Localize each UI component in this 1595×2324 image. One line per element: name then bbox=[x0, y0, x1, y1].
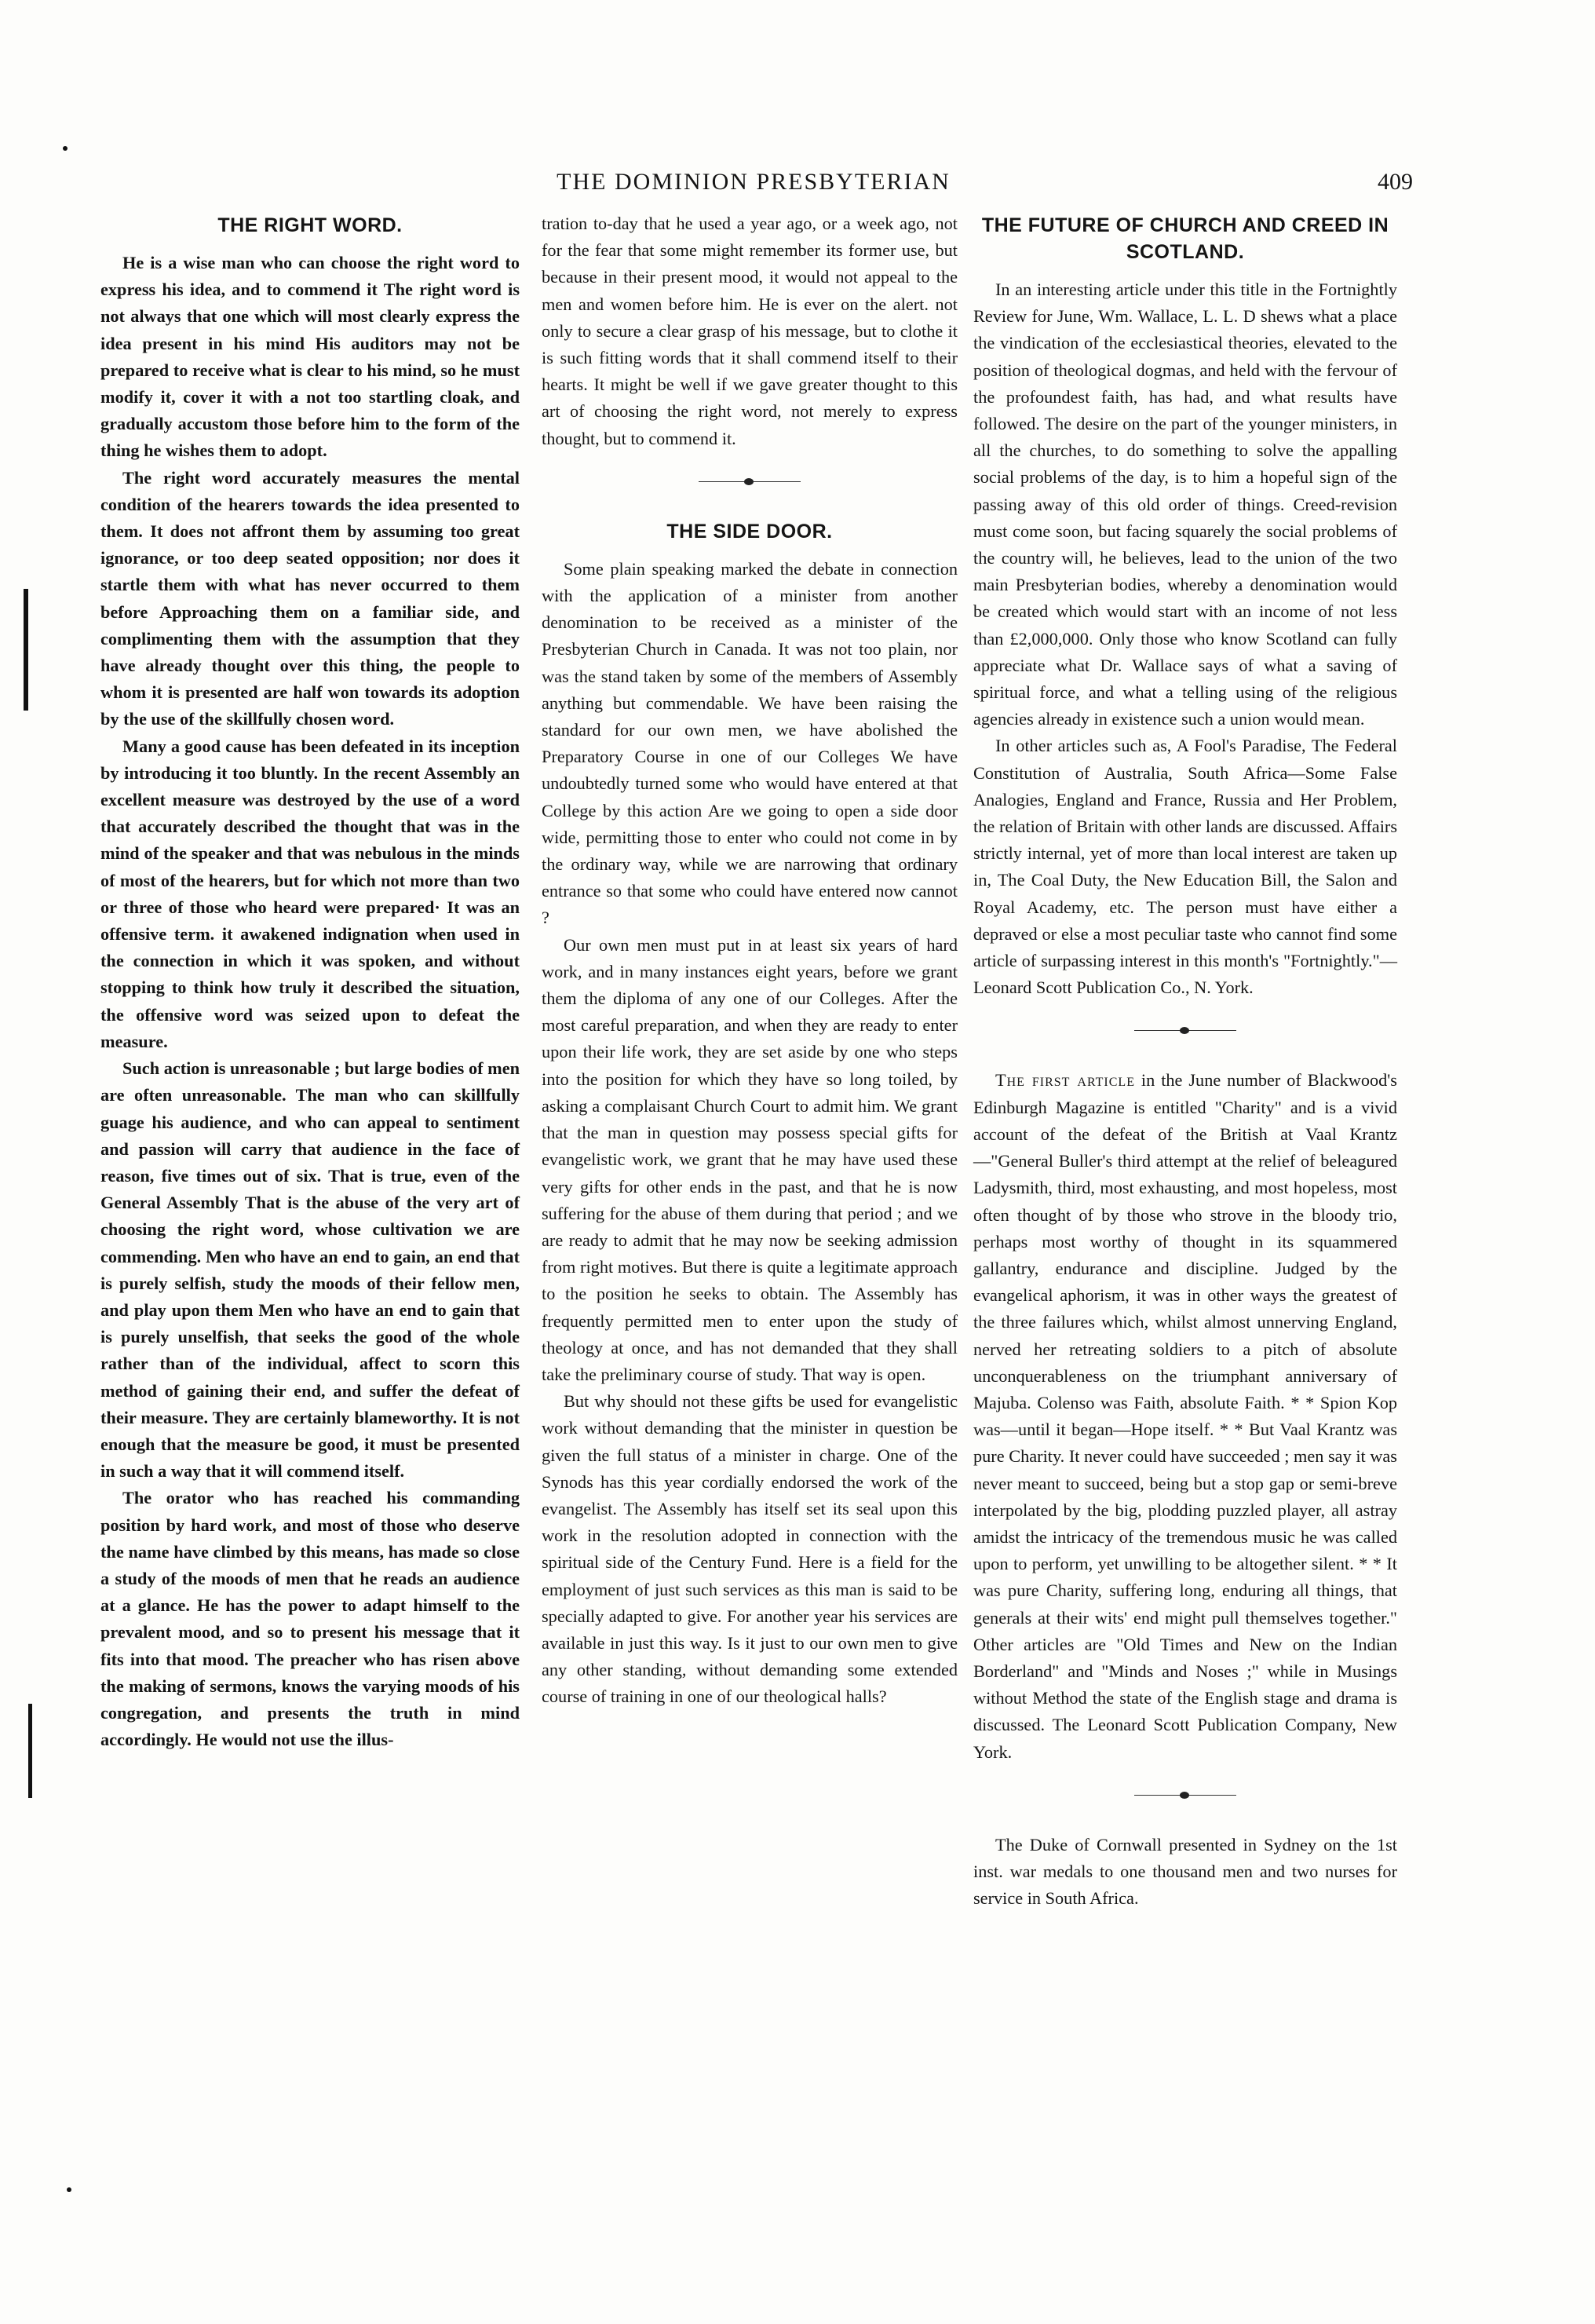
margin-mark bbox=[24, 589, 28, 711]
paragraph: In an interesting article under this title in the Fortnightly Review for June, Wm. Wallace, L. L. D shews what a place the vindication of the ecclesiastical theories, elevated to the position of theological dogmas, and held with the fervour of the profoundest faith, has had, and what results have followed. The desire on the part of the younger ministers, in all the churches, to do something to solve the appalling social problems of the day, is to him a hopeful sign of the passing away of this old order of things. Creed-revision must come soon, but facing squarely the social problems of the country will, he believes, lead to the union of the two main Presbyterian bodies, whereby a denomination would be created which would start with an income of not less than £2,000,000. Only those who know Scotland can fully appreciate what Dr. Wallace says of what a saving of spiritual force, and what a telling using of the religious agencies already in existence such a union would mean. bbox=[973, 280, 1397, 729]
article-title-future-church: THE FUTURE OF CHURCH AND CREED IN SCOTLAND. bbox=[981, 214, 1389, 263]
paragraph: In other articles such as, A Fool's Paradise, The Federal Constitution of Australia, South Africa—Some False Analogies, England and France, Russia and Her Problem, the relation of Britain with other lands are discussed. Affairs strictly internal, yet of more than local interest are taken up in, The Coal Duty, the New Education Bill, the Salon and Royal Academy, etc. The person must have either a depraved or else a most peculiar taste who cannot find some article of surpassing interest in this month's "Fortnightly."—Leonard Scott Publication Co., N. York. bbox=[973, 736, 1397, 998]
paragraph: He is a wise man who can choose the right word to express his idea, and to commend it The right word is not always that one which will most clearly express the idea present in his mind His auditors may not be prepared to receive what is clear to his mind, so he must modify it, cover it with a not too startling cloak, and gradually accustom those before him to the form of the thing he wishes them to adopt. bbox=[100, 253, 520, 461]
paragraph: Our own men must put in at least six years of hard work, and in many instances eight years, before we grant them the diploma of any one of our Colleges. After the most careful preparation, and when they are ready to enter upon their life work, they are set aside by one who steps into the position for which they have so long toiled, by asking a complaisant Church Court to admit him. We grant that the man in question may possess special gifts for evangelistic work, we grant that he may have used these very gifts for other ends in the past, and that he is now suffering for the abuse of them during that period ; and we are ready to admit that he may now be seeking admission from right motives. But there is quite a legitimate approach to the position he seeks to obtain. The Assembly has frequently permitted men to enter upon the study of theology at once, and has not demanded that they shall take the preliminary course of study. That way is open. bbox=[542, 934, 958, 1384]
page-header bbox=[0, 169, 1595, 200]
margin-mark bbox=[63, 146, 68, 151]
section-divider bbox=[1134, 1025, 1236, 1037]
paragraph-blackwood bbox=[973, 1067, 1397, 1765]
margin-mark bbox=[28, 1704, 32, 1798]
margin-mark bbox=[67, 2187, 71, 2192]
column-1 bbox=[100, 210, 520, 1753]
lead-in: The first article bbox=[995, 1070, 1135, 1091]
paragraph: The right word accurately measures the mental condition of the hearers towards the idea presented to them. It does not affront them by assuming too great ignorance, or too deep seated opposition; nor does it startle them with what has never occurred to them before Approaching them on a familiar side, and complimenting them with the assumption that they have already thought over this thing, the people to whom it is presented are half won towards its adoption by the use of the skillfully chosen word. bbox=[100, 467, 520, 729]
section-divider bbox=[699, 476, 801, 488]
column-2 bbox=[542, 210, 958, 1711]
running-title: THE DOMINION PRESBYTERIAN bbox=[557, 169, 951, 195]
article-title-right-word: THE RIGHT WORD. bbox=[217, 214, 403, 236]
paragraph-text: in the June number of Blackwood's Edinburgh Magazine is entitled "Charity" and is a vivid account of the defeat of the British at Vaal Krantz—"General Buller's third attempt at the relief of beleagured Ladysmith, third, most exhausting, and most hopeless, most often thought of by those who strove in the bloody trio, perhaps most worthy of thought in its squammered gallantry, endurance and discipline. Judged by the evangelical aphorism, it was in other ways the greatest of the three failures which, whilst almost unnerving England, nerved her retreating soldiers to a pitch of absolute unconquerableness on the triumphant anniversary of Majuba. Colenso was Faith, absolute Faith. * * Spion Kop was—until it began—Hope itself. * * But Vaal Krantz was pure Charity. It never could have succeeded ; men say it was never meant to succeed, being but a stop gap or semi-breve interpolated by the big, plodding puzzled player, all astray amidst the intricacy of the tremendous music he was called upon to perform, yet unwilling to be altogether silent. * * It was pure Charity, suffering long, enduring all things, that generals at their wits' end might pull themselves together." Other articles are "Old Times and New on the Indian Borderland" and "Minds and Noses ;" while in Musings without Method the state of the English stage and drama is discussed. The Leonard Scott Publication Company, New York. bbox=[973, 1070, 1397, 1762]
column-3 bbox=[973, 210, 1397, 1912]
paragraph: The orator who has reached his commanding position by hard work, and most of those who deserve the name have climbed by this means, has made so close a study of the moods of men that he reads an audience at a glance. He has the power to adapt himself to the prevalent mood, and so to present his message that it fits into that mood. The preacher who has risen above the making of sermons, knows the varying moods of his congregation, and presents the truth in mind accordingly. He would not use the illus- bbox=[100, 1488, 520, 1750]
section-divider bbox=[1134, 1789, 1236, 1802]
paragraph: But why should not these gifts be used for evangelistic work without demanding that the minister in question be given the full status of a minister in charge. One of the Synods has this year cordially endorsed the work of the evangelist. The Assembly has itself set its seal upon this work in the resolution adopted in connection with the spiritual side of the Century Fund. Here is a field for the employment of just such services as this man is said to be specially adapted to give. For another year his services are available in just this way. Is it just to our own men to give any other standing, without demanding some extended course of training in one of our theological halls? bbox=[542, 1391, 958, 1707]
paragraph: Many a good cause has been defeated in its inception by introducing it too bluntly. In the recent Assembly an excellent measure was destroyed by the use of a word that accurately described the thought that was in the mind of the speaker and that was nebulous in the minds of most of the hearers, but for which not more than two or three of those who heard were prepared· It was an offensive term. it awakened indignation when used in the connection in which it was spoken, and without stopping to think how truly it described the situation, the offensive word was seized upon to defeat the measure. bbox=[100, 736, 520, 1051]
article-title-side-door: THE SIDE DOOR. bbox=[666, 520, 833, 543]
paragraph-cornwall: The Duke of Cornwall presented in Sydney on the 1st inst. war medals to one thousand men and two nurses for service in South Africa. bbox=[973, 1834, 1397, 1909]
paragraph: Such action is unreasonable ; but large bodies of men are often unreasonable. The man who can skillfully guage his audience, and who can appeal to sentiment and passion will carry that audience in the face of reason, five times out of six. That is true, even of the General Assembly That is the abuse of the very art of choosing the right word, whose cultivation we are commending. Men who have an end to gain, an end that is purely selfish, study the moods of their fellow men, and play upon them Men who have an end to gain that is purely unselfish, that seeks the good of the whole rather than of the individual, affect to scorn this method of gaining their end, and suffer the defeat of their measure. They are certainly blameworthy. It is not enough that the measure be good, it must be presented in such a way that it will commend itself. bbox=[100, 1058, 520, 1482]
paragraph-continuation: tration to-day that he used a year ago, or a week ago, not for the fear that some might remember its former use, but because in their present mood, it would not appeal to the men and women before him. He is ever on the alert. not only to secure a clear grasp of his message, but to clothe it is such fitting words that it shall commend itself to their hearts. It might be well if we gave greater thought to this art of choosing the right word, not merely to express thought, but to commend it. bbox=[542, 214, 958, 448]
page-number: 409 bbox=[1378, 169, 1413, 195]
paragraph: Some plain speaking marked the debate in connection with the application of a minister from another denomination to be received as a minister of the Presbyterian Church in Canada. It was not too plain, nor was the stand taken by some of the members of Assembly anything but commendable. We have been raising the standard for our own men, we have abolished the Preparatory Course in one of our Colleges We have undoubtedly turned some who would have entered at that College by this action Are we going to open a side door wide, permitting those to enter who could not come in by the ordinary way, while we are narrowing that ordinary entrance so that some who could have entered now cannot ? bbox=[542, 558, 958, 928]
